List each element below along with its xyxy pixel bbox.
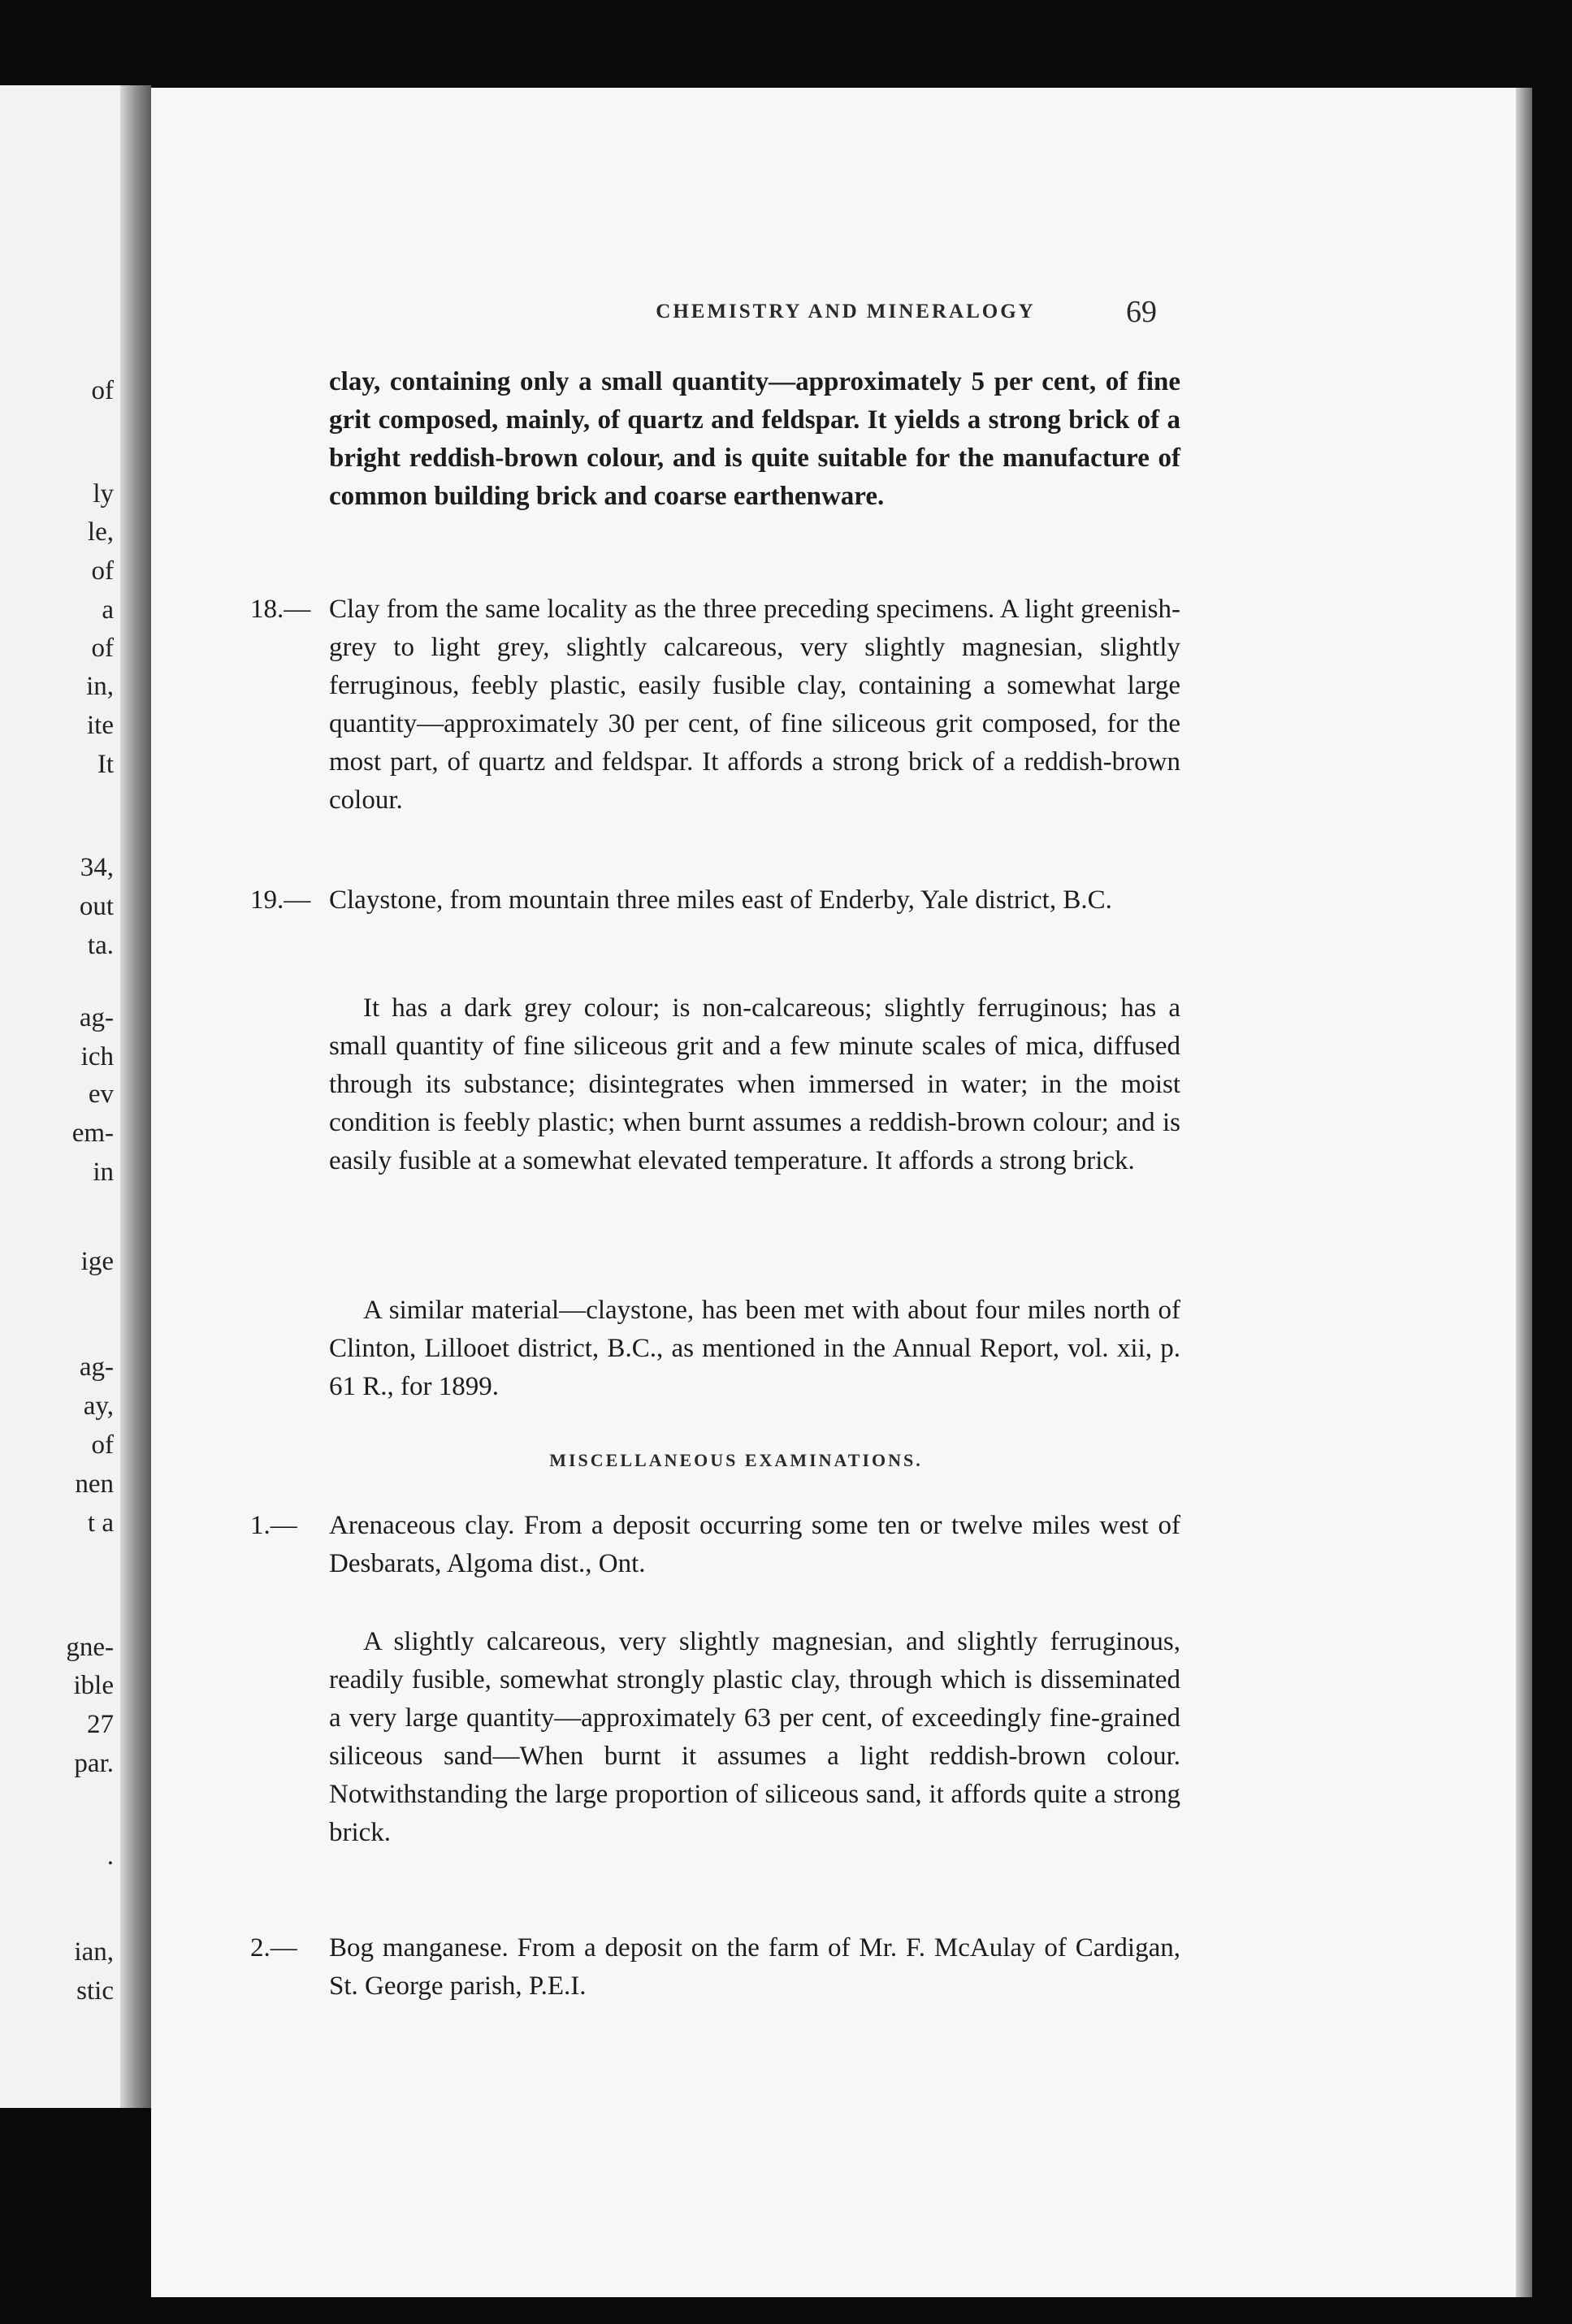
facing-page-fragment: out (79, 892, 114, 921)
facing-page-fragment: ta. (87, 931, 114, 960)
facing-page-fragment: ag- (79, 1352, 114, 1382)
facing-page-fragment: in, (86, 672, 114, 701)
facing-page-fragment: par. (74, 1749, 114, 1778)
misc-entry-1 (250, 1507, 1180, 1583)
facing-page-fragment: ay, (83, 1391, 114, 1421)
facing-page-fragment: stic (76, 1976, 114, 2006)
facing-page-fragment: ian, (74, 1937, 114, 1967)
facing-page-fragment: le, (87, 517, 114, 547)
facing-page-fragment: nen (75, 1469, 114, 1499)
entry-18 (250, 591, 1180, 820)
facing-page-fragment: in (93, 1158, 114, 1187)
facing-page-fragment: of (91, 376, 114, 405)
misc-entry-2 (250, 1929, 1180, 2006)
facing-page-fragment: of (91, 634, 114, 663)
facing-page-fragment: of (91, 1430, 114, 1460)
page-number: 69 (1126, 295, 1157, 329)
facing-page-fragment: ite (87, 711, 114, 740)
facing-page-fragment: . (106, 1841, 114, 1871)
book-gutter (120, 85, 151, 2108)
opening-paragraph: clay, containing only a small quantity—approximately 5 per cent, of fine grit composed, mainly, of quartz and feldspar. It yields a strong brick of a bright reddish-brown colour, and is quite suitable for the manufacture of common building brick and coarse earthenware. (329, 367, 1180, 511)
facing-page-fragment: ly (93, 479, 114, 509)
facing-page-fragment: of (91, 556, 114, 586)
facing-page-fragment: gne- (66, 1633, 114, 1662)
facing-page-fragment: 27 (87, 1710, 114, 1739)
entry-number: 1.— (250, 1511, 297, 1540)
entry-number: 2.— (250, 1933, 297, 1963)
entry-text: Bog manganese. From a deposit on the farm of Mr. F. McAulay of Cardigan, St. George parish, P.E.I. (329, 1933, 1180, 2001)
running-header: CHEMISTRY AND MINERALOGY (656, 301, 1036, 322)
facing-page-fragment: t a (87, 1508, 114, 1538)
entry-19-note: A similar material—claystone, has been met with about four miles north of Clinton, Lillooet district, B.C., as mentioned in the Annual Report, vol. xii, p. 61 R., for 1899. (329, 1296, 1180, 1401)
facing-page-fragment: It (97, 750, 114, 779)
facing-page-fragment: ag- (79, 1003, 114, 1032)
facing-page-fragment: ible (73, 1671, 114, 1700)
entry-number: 19.— (250, 885, 311, 915)
facing-page-fragment: ich (80, 1042, 114, 1071)
misc-entry-1-description: A slightly calcareous, very slightly magnesian, and slightly ferruginous, readily fusible, somewhat strongly plastic clay, through which is disseminated a very large quantity—approximately 63 per cent, of exceedingly fine-grained siliceous sand—When burnt it assumes a light reddish-brown colour. Notwithstanding the large proportion of siliceous sand, it affords quite a strong brick. (329, 1627, 1180, 1847)
entry-text: Arenaceous clay. From a deposit occurring some ten or twelve miles west of Desbarats, Algoma dist., Ont. (329, 1511, 1180, 1578)
facing-page-fragment: 34, (80, 853, 114, 882)
facing-page-fragment: a (102, 595, 114, 625)
entry-text: Clay from the same locality as the three preceding specimens. A light greenish-grey to light grey, slightly calcareous, very slightly magnesian, slightly ferruginous, feebly plastic, easily fusible clay, containing a somewhat large quantity—approximately 30 per cent, of fine siliceous grit composed, for the most part, of quartz and feldspar. It affords a strong brick of a reddish-brown colour. (329, 595, 1180, 815)
page-edge (1516, 88, 1532, 2297)
facing-page-fragment: ev (88, 1080, 114, 1109)
facing-page-fragment: ige (80, 1247, 114, 1276)
entry-text: Claystone, from mountain three miles east of Enderby, Yale district, B.C. (329, 885, 1112, 915)
entry-19 (250, 881, 1180, 920)
entry-number: 18.— (250, 595, 311, 624)
entry-19-description: It has a dark grey colour; is non-calcareous; slightly ferruginous; has a small quantity of fine siliceous grit and a few minute scales of mica, diffused through its substance; disintegrates when immersed in water; in the moist condition is feebly plastic; when burnt assumes a reddish-brown colour; and is easily fusible at a somewhat elevated temperature. It affords a strong brick. (329, 993, 1180, 1175)
section-heading: MISCELLANEOUS EXAMINATIONS. (549, 1450, 923, 1470)
facing-page-fragment: em- (71, 1119, 114, 1148)
